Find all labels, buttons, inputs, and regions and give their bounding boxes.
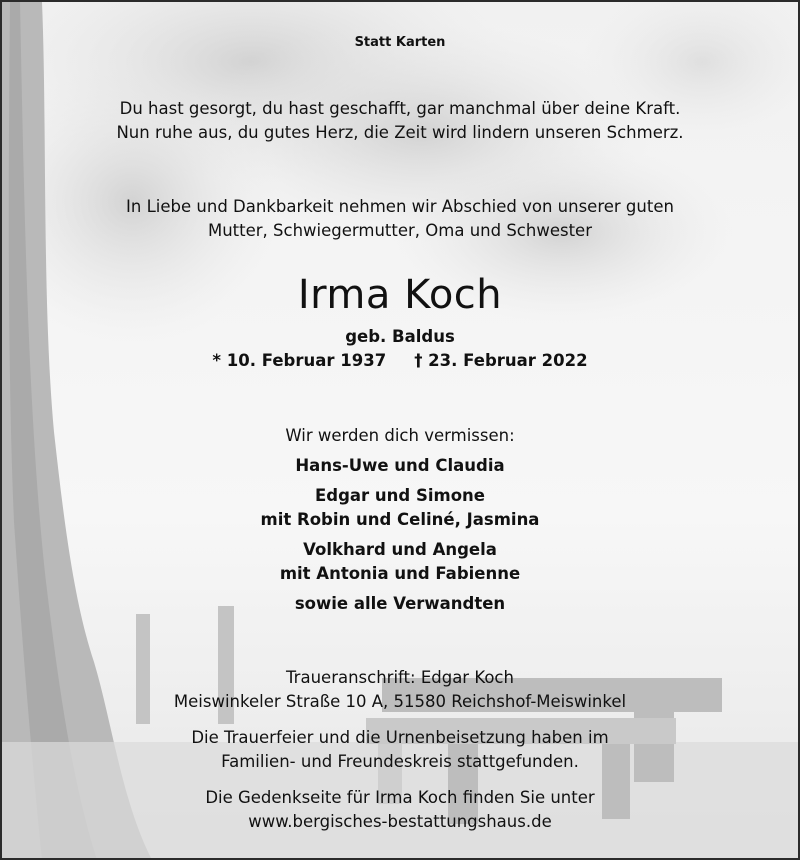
- mourner-line: Volkhard und Angela: [303, 540, 497, 559]
- verse-line-2: Nun ruhe aus, du gutes Herz, die Zeit wird lindern unseren Schmerz.: [116, 123, 684, 142]
- death-date: † 23. Februar 2022: [414, 351, 588, 370]
- intro-line-2: Mutter, Schwiegermutter, Oma und Schwester: [207, 221, 592, 240]
- address-line-1: Traueranschrift: Edgar Koch: [286, 668, 514, 687]
- mourners-intro: Wir werden dich vermissen:: [285, 426, 515, 445]
- verse-line-1: Du hast gesorgt, du hast geschafft, gar manchmal über deine Kraft.: [119, 99, 681, 118]
- ceremony-line-2: Familien- und Freundeskreis stattgefunden.: [221, 752, 579, 771]
- mourner-line: mit Robin und Celiné, Jasmina: [260, 510, 540, 529]
- deceased-name: Irma Koch: [297, 272, 503, 318]
- memorial-url: www.bergisches-bestattungshaus.de: [248, 812, 552, 831]
- intro-line-1: In Liebe und Dankbarkeit nehmen wir Abschied von unserer guten: [126, 197, 674, 216]
- mourner-line: Hans-Uwe und Claudia: [295, 456, 505, 475]
- header-text: Statt Karten: [354, 35, 446, 50]
- ceremony-line-1: Die Trauerfeier und die Urnenbeisetzung haben im: [191, 728, 609, 747]
- maiden-name: geb. Baldus: [345, 327, 455, 346]
- mourner-line: mit Antonia und Fabienne: [279, 564, 521, 583]
- life-dates: [2, 351, 798, 370]
- mourner-line: sowie alle Verwandten: [294, 594, 506, 613]
- mourner-line: Edgar und Simone: [315, 486, 485, 505]
- birth-date: * 10. Februar 1937: [212, 351, 387, 370]
- address-line-2: Meiswinkeler Straße 10 A, 51580 Reichshof-Meiswinkel: [173, 692, 627, 711]
- memorial-line-1: Die Gedenkseite für Irma Koch finden Sie unter: [205, 788, 595, 807]
